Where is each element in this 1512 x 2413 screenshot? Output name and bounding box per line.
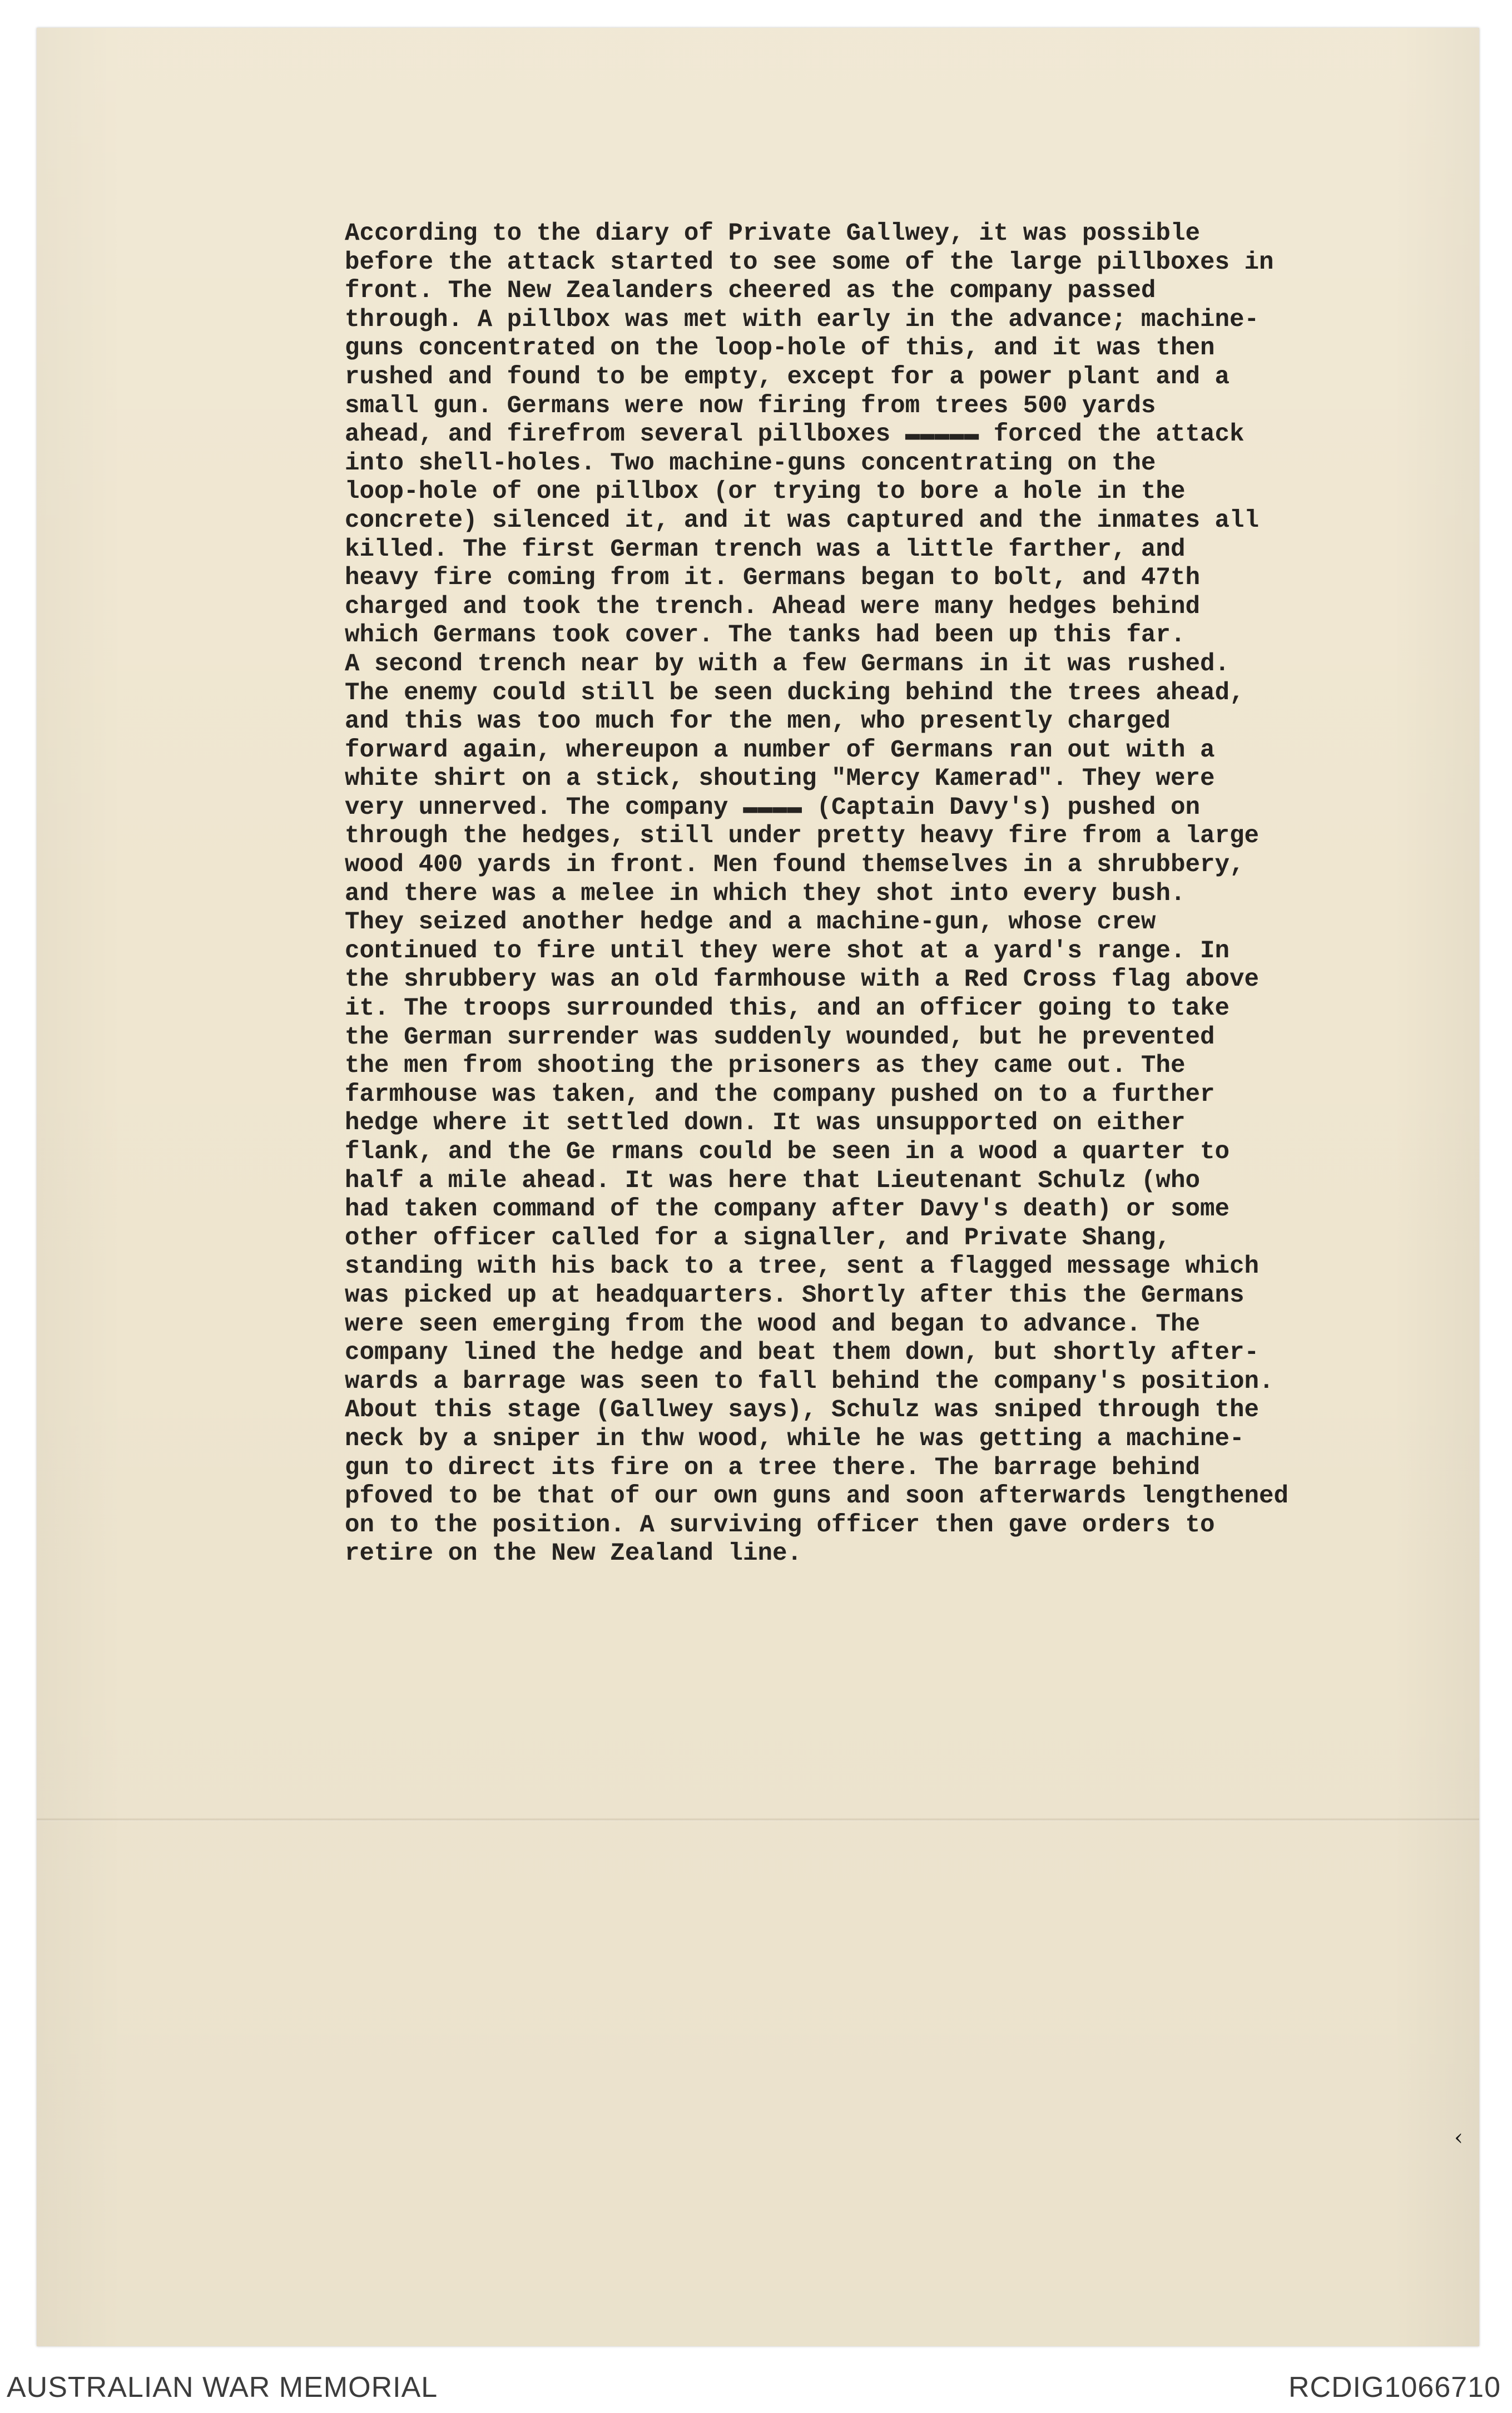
footer-institution: AUSTRALIAN WAR MEMORIAL <box>7 2371 438 2404</box>
margin-ink-mark: ‹ <box>1454 2125 1463 2150</box>
footer-reference-id: RCDIG1066710 <box>1288 2371 1501 2404</box>
typewritten-body-text: According to the diary of Private Gallwey, it was possible before the attack started to see some of the large pillboxes in front. The New Zealanders cheered as the company passed through. A pillbox was met with early in the advance; machine- guns concentrated on the loop-hole of this, and it was then rushed and found to be empty, except for a power plant and a small gun. Germans were now firing from trees 500 yards ahead, and firefrom several pillboxes ▬▬▬▬▬ forced the attack into shell-holes. Two machine-guns concentrating on the loop-hole of one pillbox (or trying to bore a hole in the concrete) silenced it, and it was captured and the inmates all killed. The first German trench was a little farther, and heavy fire coming from it. Germans began to bolt, and 47th charged and took the trench. Ahead were many hedges behind which Germans took cover. The tanks had been up this far. A second trench near by with a few Germans in it was rushed. The enemy could still be seen ducking behind the trees ahead, and this was too much for the men, who presently charged forward again, whereupon a number of Germans ran out with a white shirt on a stick, shouting "Mercy Kamerad". They were very unnerved. The company ▬▬▬▬ (Captain Davy's) pushed on through the hedges, still under pretty heavy fire from a large wood 400 yards in front. Men found themselves in a shrubbery, and there was a melee in which they shot into every bush. They seized another hedge and a machine-gun, whose crew continued to fire until they were shot at a yard's range. In the shrubbery was an old farmhouse with a Red Cross flag above it. The troops surrounded this, and an officer going to take the German surrender was suddenly wounded, but he prevented the men from shooting the prisoners as they came out. The farmhouse was taken, and the company pushed on to a further hedge where it settled down. It was unsupported on either flank, and the Ge rmans could be seen in a wood a quarter to half a mile ahead. It was here that Lieutenant Schulz (who had taken command of the company after Davy's death) or some other officer called for a signaller, and Private Shang, standing with his back to a tree, sent a flagged message which was picked up at headquarters. Shortly after this the Germans were seen emerging from the wood and began to advance. The company lined the hedge and beat them down, but shortly after- wards a barrage was seen to fall behind the company's position. About this stage (Gallwey says), Schulz was sniped through the neck by a sniper in thw wood, while he was getting a machine- gun to direct its fire on a tree there. The barrage behind pfoved to be that of our own guns and soon afterwards lengthened on to the position. A surviving officer then gave orders to retire on the New Zealand line. <box>345 220 1289 1568</box>
paper-fold-line <box>37 1818 1479 1821</box>
